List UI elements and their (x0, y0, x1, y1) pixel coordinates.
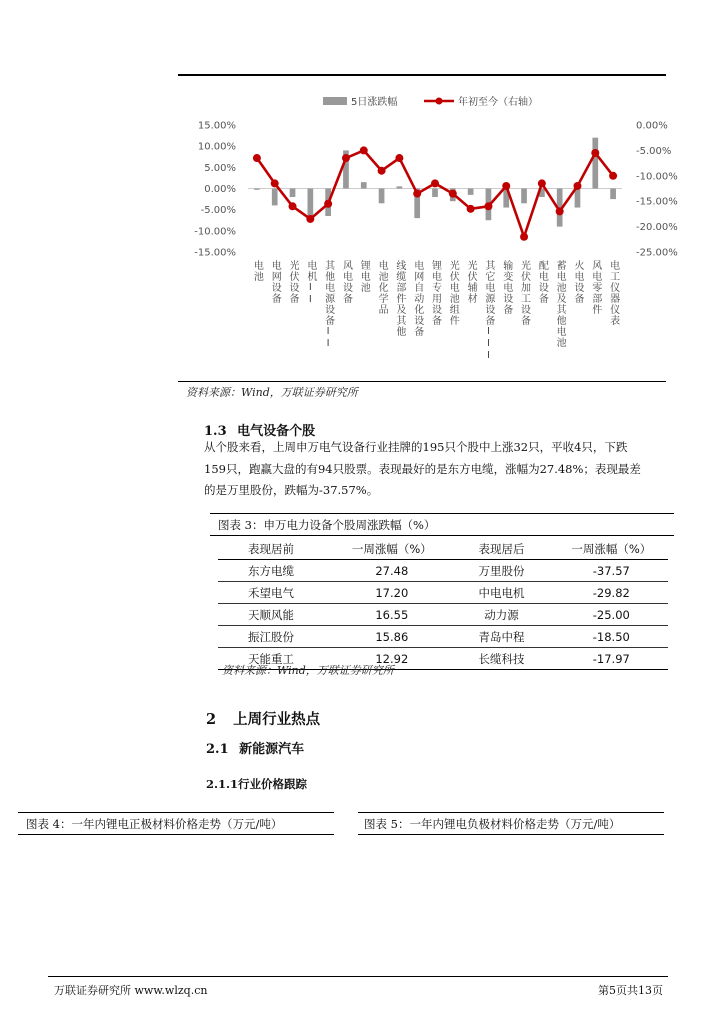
table-header: 表现居后 (448, 538, 554, 560)
table-cell: 27.48 (335, 560, 448, 582)
x-tick-label: 光伏电池组件 (447, 260, 459, 326)
table-cell: -25.00 (555, 604, 668, 626)
y-left-tick-label: -15.00% (194, 247, 236, 259)
x-tick-label: 锂电专用设备 (429, 260, 441, 326)
x-tick-label: 光伏辅材 (465, 260, 477, 304)
fig4-caption: 图表 4：一年内锂电正极材料价格走势（万元/吨） (26, 817, 283, 831)
fig-caption-bottom-rule-right (358, 834, 664, 835)
table-header: 表现居前 (218, 538, 335, 560)
line-point (360, 146, 368, 154)
table-row (218, 582, 668, 604)
x-tick-label: 电池化学品 (376, 260, 388, 315)
bar (432, 189, 438, 197)
fig-caption-bottom-rule (18, 834, 334, 835)
section-1-3-paragraph (204, 437, 674, 502)
table-cell: 万里股份 (448, 560, 554, 582)
footer-right: 第5页共13页 (598, 984, 663, 997)
table-cell: -37.57 (555, 560, 668, 582)
bar (575, 189, 581, 208)
legend-label: 5日涨跌幅 (351, 97, 398, 108)
table-cell: 中电电机 (448, 582, 554, 604)
table-row (218, 604, 668, 626)
bar (397, 186, 403, 188)
section-2-heading (206, 708, 320, 729)
y-left-tick-label: -10.00% (194, 226, 236, 238)
y-right-tick-label: -20.00% (636, 222, 678, 234)
bar (290, 189, 296, 197)
line-point (538, 179, 546, 187)
section-number: 2 (206, 711, 217, 728)
table3-source: 资料来源：Wind，万联证券研究所 (222, 664, 394, 677)
line-point (431, 179, 439, 187)
y-right-tick-label: -15.00% (636, 196, 678, 208)
section-title: 上周行业热点 (233, 711, 321, 728)
line-point (253, 154, 261, 162)
section-title: 新能源汽车 (239, 742, 305, 757)
section-number: 1.3 (204, 424, 227, 439)
table-cell: 东方电缆 (218, 560, 335, 582)
industry-returns-chart (178, 80, 678, 380)
section-2-1-heading (206, 738, 304, 757)
chart-source: 资料来源：Wind，万联证券研究所 (186, 386, 358, 399)
table-cell: 动力源 (448, 604, 554, 626)
chart-bottom-rule (178, 381, 666, 382)
x-tick-label: 电池 (251, 260, 263, 282)
y-right-tick-label: -5.00% (636, 145, 672, 157)
paragraph-line: 从个股来看，上周申万电气设备行业挂牌的195只个股中上涨32只，平收4只，下跌 (204, 440, 628, 454)
section-title: 电气设备个股 (237, 424, 316, 439)
y-left-tick-label: 15.00% (197, 120, 236, 132)
line-point (413, 190, 421, 198)
x-tick-label: 输变电设备 (500, 260, 512, 315)
table-cell: 振江股份 (218, 626, 335, 648)
table-cell: -29.82 (555, 582, 668, 604)
section-number: 2.1 (206, 742, 229, 757)
x-tick-label: 火电设备 (571, 260, 583, 304)
paragraph-line: 的是万里股份，跌幅为-37.57%。 (204, 483, 379, 497)
line-point (306, 215, 314, 223)
y-left-tick-label: 10.00% (197, 141, 236, 153)
legend-label: 年初至今（右轴） (458, 97, 538, 108)
x-tick-label: 光伏加工设备 (518, 260, 530, 326)
x-tick-label: 配电设备 (536, 260, 548, 304)
table-header: 一周涨幅（%） (335, 538, 448, 560)
table3 (218, 538, 668, 670)
line-point (271, 179, 279, 187)
x-tick-label: 电网设备 (269, 260, 281, 304)
x-tick-label: 电机II (304, 260, 316, 306)
table-cell: 16.55 (335, 604, 448, 626)
table-cell: 青岛中程 (448, 626, 554, 648)
paragraph-line: 159只，跑赢大盘的有94只股票。表现最好的是东方电缆，涨幅为27.48%；表现最差 (204, 461, 641, 476)
line-point (573, 182, 581, 190)
footer-rule (48, 976, 668, 977)
x-tick-label: 其他电源设备II (322, 260, 334, 350)
bar (361, 182, 367, 188)
table3-caption: 图表 3：申万电力设备个股周涨跌幅（%） (218, 518, 436, 532)
x-tick-label: 线缆部件及其他 (393, 260, 405, 337)
table-cell: 15.86 (335, 626, 448, 648)
top-rule (178, 74, 666, 76)
x-tick-label: 锂电池 (358, 260, 370, 293)
y-left-tick-label: -5.00% (200, 205, 236, 217)
line-point (467, 205, 475, 213)
table-cell: 12.92 (335, 648, 448, 670)
table-cell: -18.50 (555, 626, 668, 648)
x-tick-label: 电工仪器仪表 (607, 260, 619, 326)
line-point (378, 167, 386, 175)
line-point (484, 202, 492, 210)
bar (610, 189, 616, 200)
table-cell: 天顺风能 (218, 604, 335, 626)
x-tick-label: 蓄电池及其他电池 (554, 260, 566, 348)
line-point (449, 190, 457, 198)
fig5-caption: 图表 5：一年内锂电负极材料价格走势（万元/吨） (364, 817, 621, 831)
bar (521, 189, 527, 204)
table-header: 一周涨幅（%） (555, 538, 668, 560)
x-tick-label: 电网自动化设备 (411, 260, 423, 337)
legend-bar-swatch (323, 97, 347, 105)
table-cell: -17.97 (555, 648, 668, 670)
y-left-tick-label: 0.00% (204, 184, 236, 195)
table-cell: 17.20 (335, 582, 448, 604)
line-point (609, 172, 617, 180)
line-point (289, 202, 297, 210)
footer-left: 万联证券研究所 www.wlzq.cn (54, 984, 208, 997)
y-left-tick-label: 5.00% (204, 162, 236, 174)
table-row (218, 626, 668, 648)
table-header-row (218, 538, 668, 560)
table-caption-top-rule (210, 513, 674, 514)
fig-caption-top-rule (18, 812, 334, 813)
x-tick-label: 其它电源设备III (482, 260, 494, 362)
line-point (520, 233, 528, 241)
fig-caption-top-rule-right (358, 812, 664, 813)
line-point (395, 154, 403, 162)
y-right-tick-label: 0.00% (636, 120, 668, 132)
legend-line-marker (436, 98, 443, 105)
bar (254, 189, 260, 190)
bar (307, 189, 313, 217)
y-right-tick-label: -10.00% (636, 171, 678, 183)
x-tick-label: 光伏设备 (287, 260, 299, 304)
bar (468, 189, 474, 195)
bar (592, 138, 598, 189)
table-cell: 禾望电气 (218, 582, 335, 604)
section-2-1-1-heading: 2.1.1行业价格跟踪 (206, 777, 308, 791)
table-row (218, 560, 668, 582)
table-caption-bottom-rule (210, 535, 674, 536)
table-cell: 天能重工 (218, 648, 335, 670)
x-tick-label: 风电设备 (340, 260, 352, 304)
line-point (342, 154, 350, 162)
table-cell: 长缆科技 (448, 648, 554, 670)
line-point (324, 200, 332, 208)
line-point (502, 182, 510, 190)
line-point (556, 207, 564, 215)
y-right-tick-label: -25.00% (636, 247, 678, 259)
line-point (591, 149, 599, 157)
bar (272, 189, 278, 206)
x-tick-label: 风电零部件 (589, 260, 601, 315)
bar (379, 189, 385, 204)
